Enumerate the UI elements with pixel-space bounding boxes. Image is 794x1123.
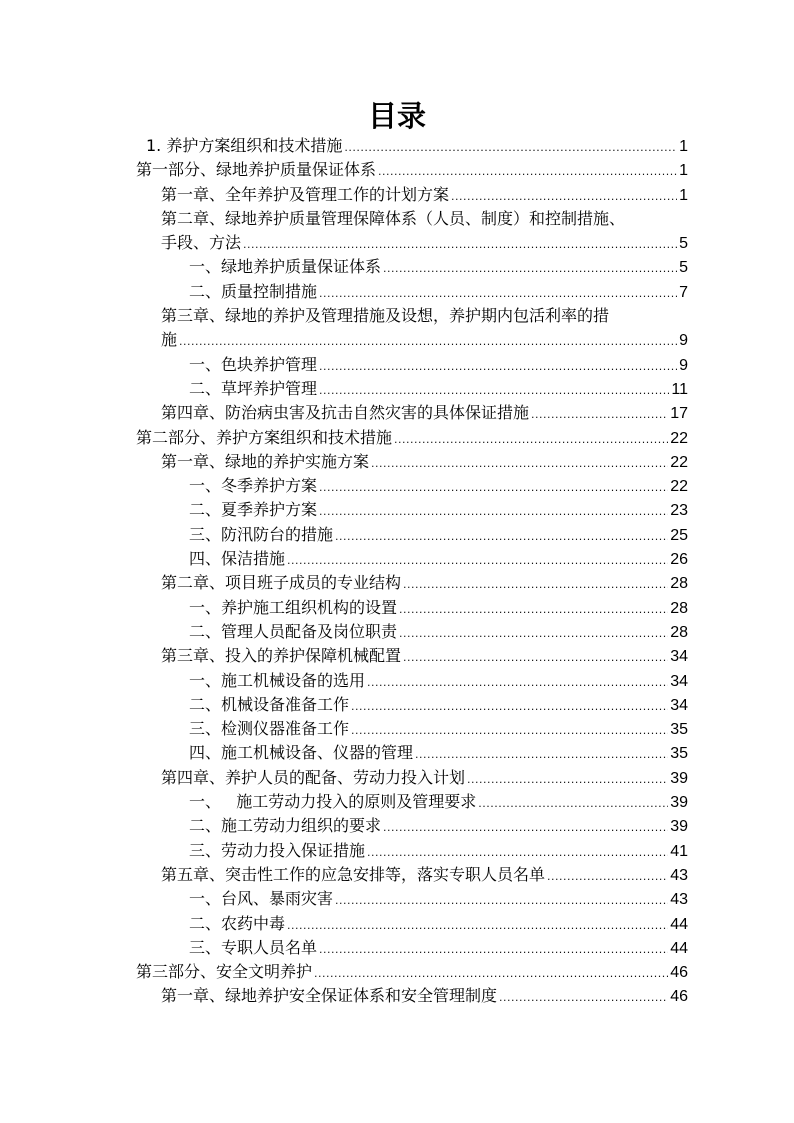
toc-page-number: 41 <box>670 842 688 860</box>
dot-leader <box>243 233 677 257</box>
toc-entry[interactable] <box>0 280 794 304</box>
toc-page-number: 46 <box>670 964 688 982</box>
toc-page-number: 39 <box>670 769 688 787</box>
toc-entry[interactable] <box>0 887 794 911</box>
toc-entry-label: 三、劳动力投入保证措施 <box>189 840 366 860</box>
toc-entry[interactable] <box>0 207 794 256</box>
dot-leader <box>319 355 677 379</box>
toc-page-number: 46 <box>670 988 688 1006</box>
toc-entry[interactable] <box>0 596 794 620</box>
toc-page-number: 28 <box>670 623 688 641</box>
dot-leader <box>399 622 668 646</box>
toc-entry-label: 手段、方法 <box>161 233 242 253</box>
toc-entry[interactable] <box>0 912 794 936</box>
dot-leader <box>467 768 668 792</box>
toc-entry-label: 第三部分、安全文明养护 <box>136 962 313 982</box>
toc-page-number: 39 <box>670 818 688 836</box>
toc-page-number: 9 <box>679 332 688 350</box>
dot-leader <box>335 889 668 913</box>
toc-entry-label-line1: 第三章、绿地的养护及管理措施及设想，养护期内包活利率的措 <box>161 306 610 326</box>
toc-entry[interactable] <box>0 255 794 279</box>
dot-leader <box>335 525 668 549</box>
toc-page-number: 1 <box>679 138 688 155</box>
toc-page-number: 34 <box>670 672 688 690</box>
toc-entry-label: 二、农药中毒 <box>189 913 286 933</box>
toc-entry-label: 一、色块养护管理 <box>189 354 318 374</box>
dot-leader <box>351 695 668 719</box>
toc-page-number: 35 <box>670 721 688 739</box>
toc-entry[interactable] <box>0 669 794 693</box>
toc-entry-label: 第三章、投入的养护保障机械配置 <box>161 646 402 666</box>
toc-page-number: 34 <box>670 696 688 714</box>
toc-entry-label: 一、施工机械设备的选用 <box>189 670 366 690</box>
toc-page-number: 11 <box>671 380 688 398</box>
toc-entry[interactable] <box>0 741 794 765</box>
toc-entry[interactable] <box>0 790 794 814</box>
toc-entry[interactable] <box>0 960 794 984</box>
toc-page-number: 22 <box>670 453 688 471</box>
page-title: 目录 <box>367 99 426 133</box>
toc-page-number: 44 <box>670 915 688 933</box>
dot-leader <box>367 841 668 865</box>
toc-entry[interactable] <box>0 984 794 1008</box>
toc-page-number: 5 <box>679 259 688 277</box>
toc-entry-label: 第五章、突击性工作的应急安排等，落实专职人员名单 <box>161 864 546 884</box>
toc-page-number: 34 <box>670 648 688 666</box>
toc-entry-label: 四、保洁措施 <box>189 549 286 569</box>
dot-leader <box>319 938 668 962</box>
toc-entry-label: 二、质量控制措施 <box>189 281 318 301</box>
toc-entry[interactable] <box>0 936 794 960</box>
toc-page-number: 5 <box>679 235 688 253</box>
toc-page-number: 22 <box>670 478 688 496</box>
toc-entry-label: 二、草坪养护管理 <box>189 378 318 398</box>
toc-entry-label: 二、夏季养护方案 <box>189 500 318 520</box>
toc-entry[interactable] <box>0 839 794 863</box>
toc-entry[interactable] <box>0 863 794 887</box>
toc-page-number: 44 <box>670 939 688 957</box>
toc-page-number: 22 <box>670 429 688 447</box>
dot-leader <box>399 598 668 622</box>
dot-leader <box>378 160 677 184</box>
toc-page-number: 28 <box>670 575 688 593</box>
dot-leader <box>531 403 668 427</box>
toc-entry[interactable] <box>0 547 794 571</box>
toc-entry[interactable] <box>0 523 794 547</box>
toc-entry-label: 一、养护施工组织机构的设置 <box>189 597 398 617</box>
dot-leader <box>319 282 677 306</box>
toc-page-number: 1 <box>679 162 688 180</box>
toc-entry-label: 第四章、防治病虫害及抗击自然灾害的具体保证措施 <box>161 403 530 423</box>
toc-page-number: 26 <box>670 551 688 569</box>
toc-entry[interactable] <box>0 644 794 668</box>
toc-entry-label: 二、施工劳动力组织的要求 <box>189 816 382 836</box>
toc-entry[interactable] <box>0 134 794 158</box>
toc-entry[interactable] <box>0 183 794 207</box>
toc-entry-label: 四、施工机械设备、仪器的管理 <box>189 743 414 763</box>
toc-entry-label: 三、专职人员名单 <box>189 937 318 957</box>
toc-entry[interactable] <box>0 766 794 790</box>
dot-leader <box>179 330 677 354</box>
toc-page-number: 43 <box>670 891 688 909</box>
toc-entry-label: 三、防汛防台的措施 <box>189 524 334 544</box>
dot-leader <box>451 185 677 209</box>
toc-entry-label: 一、 施工劳动力投入的原则及管理要求 <box>189 792 477 812</box>
toc-page-number: 28 <box>670 599 688 617</box>
toc-page-number: 17 <box>670 405 688 423</box>
toc-entry-label: 1. 养护方案组织和技术措施 <box>146 136 343 155</box>
toc-entry-label: 二、机械设备准备工作 <box>189 694 350 714</box>
toc-entry-label: 一、台风、暴雨灾害 <box>189 889 334 909</box>
toc-page-number: 23 <box>670 502 688 520</box>
toc-entry[interactable] <box>0 158 794 182</box>
toc-entry[interactable] <box>0 450 794 474</box>
toc-entry[interactable] <box>0 474 794 498</box>
toc-entry-label: 第一章、全年养护及管理工作的计划方案 <box>161 184 450 204</box>
dot-leader <box>394 428 668 452</box>
toc-entry-label-line1: 第二章、绿地养护质量管理保障体系（人员、制度）和控制措施、 <box>161 208 626 228</box>
toc-entry[interactable] <box>0 620 794 644</box>
table-of-contents <box>0 134 794 1009</box>
dot-leader <box>383 816 668 840</box>
toc-entry-label: 第四章、养护人员的配备、劳动力投入计划 <box>161 767 466 787</box>
dot-leader <box>499 986 668 1010</box>
toc-entry-label: 第一章、绿地的养护实施方案 <box>161 451 370 471</box>
toc-entry-label: 第一章、绿地养护安全保证体系和安全管理制度 <box>161 986 498 1006</box>
toc-page-number: 35 <box>670 745 688 763</box>
toc-entry-label: 一、绿地养护质量保证体系 <box>189 257 382 277</box>
toc-entry-label: 第一部分、绿地养护质量保证体系 <box>136 160 377 180</box>
toc-page-number: 39 <box>670 794 688 812</box>
dot-leader <box>415 743 668 767</box>
dot-leader <box>319 379 669 403</box>
dot-leader <box>403 573 668 597</box>
toc-entry[interactable] <box>0 426 794 450</box>
toc-entry[interactable] <box>0 304 794 353</box>
dot-leader <box>547 865 668 889</box>
toc-page-number: 1 <box>679 186 688 204</box>
dot-leader <box>351 719 668 743</box>
dot-leader <box>344 136 677 160</box>
toc-entry-label: 第二部分、养护方案组织和技术措施 <box>136 427 393 447</box>
toc-page-number: 9 <box>679 356 688 374</box>
dot-leader <box>383 257 677 281</box>
toc-entry[interactable] <box>0 571 794 595</box>
dot-leader <box>319 476 668 500</box>
toc-entry[interactable] <box>0 693 794 717</box>
toc-entry-label: 二、管理人员配备及岗位职责 <box>189 621 398 641</box>
toc-entry-label: 施 <box>161 330 178 350</box>
dot-leader <box>367 671 668 695</box>
toc-entry[interactable] <box>0 498 794 522</box>
toc-page-number: 25 <box>670 526 688 544</box>
toc-entry[interactable] <box>0 717 794 741</box>
dot-leader <box>314 962 668 986</box>
toc-entry[interactable] <box>0 353 794 377</box>
dot-leader <box>371 452 668 476</box>
toc-entry-label: 第二章、项目班子成员的专业结构 <box>161 573 402 593</box>
toc-entry[interactable] <box>0 377 794 401</box>
dot-leader <box>319 500 668 524</box>
dot-leader <box>403 646 668 670</box>
dot-leader <box>478 792 668 816</box>
toc-entry[interactable] <box>0 814 794 838</box>
toc-entry-label: 三、检测仪器准备工作 <box>189 719 350 739</box>
toc-entry[interactable] <box>0 401 794 425</box>
dot-leader <box>287 549 668 573</box>
toc-page-number: 43 <box>670 866 688 884</box>
dot-leader <box>287 914 668 938</box>
toc-page-number: 7 <box>679 283 688 301</box>
toc-entry-label: 一、冬季养护方案 <box>189 476 318 496</box>
